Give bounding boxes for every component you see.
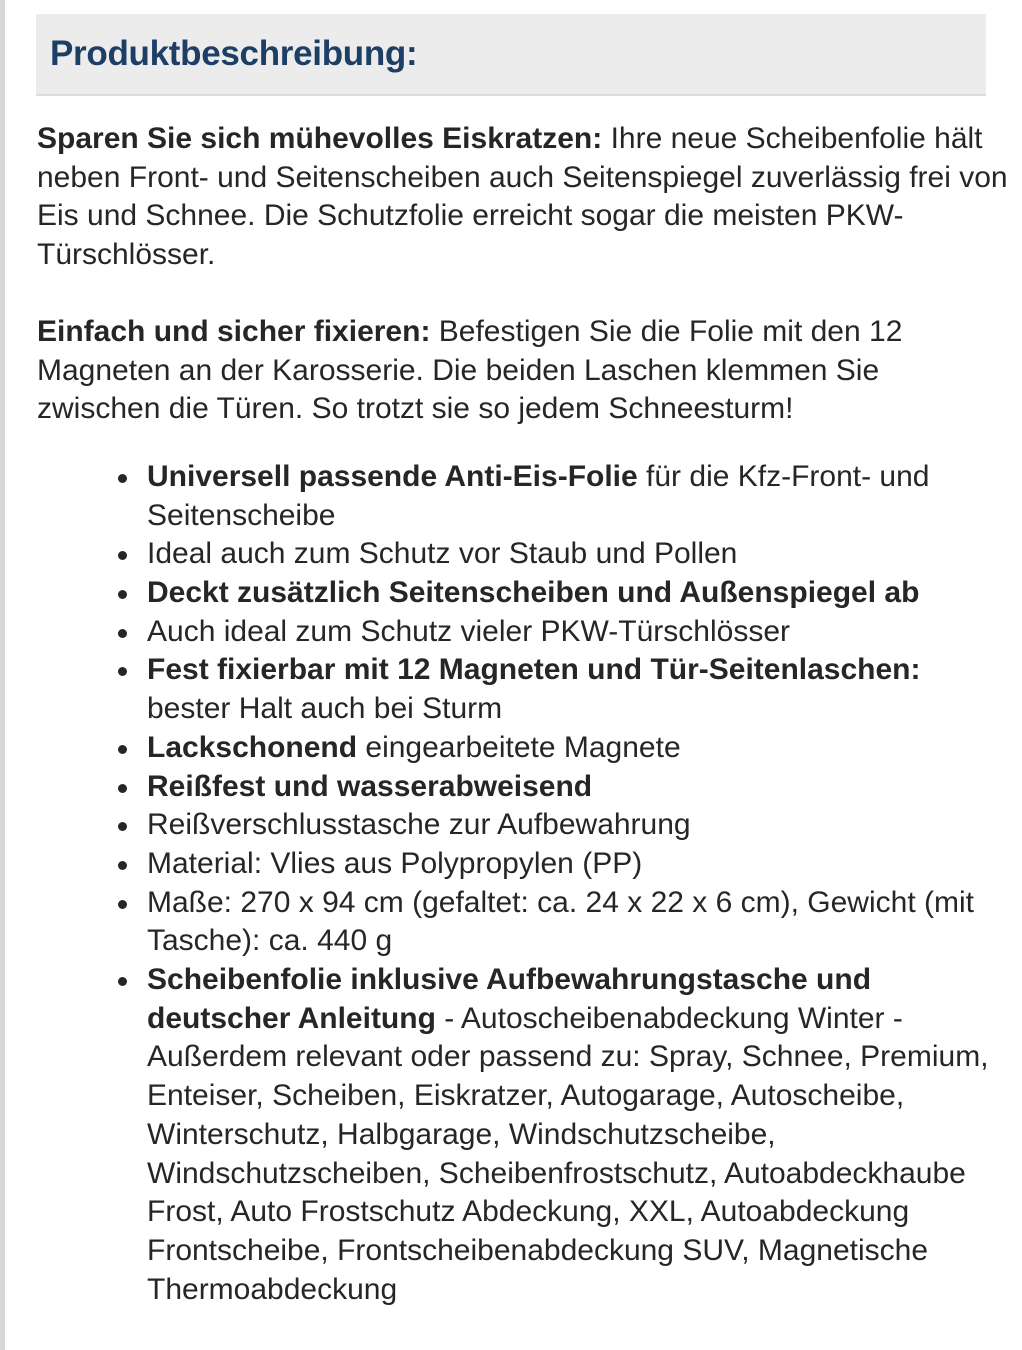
feature-bold: Deckt zusätzlich Seitenscheiben und Außenspiegel ab [147,576,920,610]
feature-text: - Autoscheibenabdeckung Winter - Außerdem relevant oder passend zu: Spray, Schnee, Premium, Enteiser, Scheiben, Eiskratzer, Autogarage, Autoscheibe, Winterschutz, Halbgarage, Windschutzscheibe, Windschutzscheiben, Scheibenfrostschutz, Autoabdeckhaube Frost, Auto Frostschutz Abdeckung, XXL, Autoabdeckung Frontscheibe, Frontscheibenabdeckung SUV, Magnetische Thermoabdeckung [147,1001,989,1306]
feature-bold: Lackschonend [147,730,358,764]
bullet-icon [118,977,127,986]
paragraph-text: Befestigen Sie die Folie mit den 12 Magneten an der Karosserie. Die beiden Laschen klemmen Sie zwischen die Türen. So trotzt sie so jedem Schneesturm! [37,314,903,426]
bullet-icon [118,474,127,483]
feature-item [147,806,1009,845]
feature-text: Reißverschlusstasche zur Aufbewahrung [147,808,691,842]
feature-item [147,651,1009,728]
feature-text: für die Kfz-Front- und Seitenscheibe [147,459,930,532]
feature-text: eingearbeitete Magnete [357,730,681,764]
bullet-icon [118,551,127,560]
bullet-icon [118,900,127,909]
bullet-icon [118,822,127,831]
bullet-icon [118,629,127,638]
bullet-icon [118,861,127,870]
feature-item [147,768,1009,807]
description-paragraph [37,313,1009,429]
description-paragraph [37,120,1009,275]
bullet-icon [118,590,127,599]
feature-item [147,845,1009,884]
feature-text: Ideal auch zum Schutz vor Staub und Pollen [147,537,738,571]
feature-bold: Scheibenfolie inklusive Aufbewahrungstasche und deutscher Anleitung [147,963,872,1035]
feature-item [147,884,1009,961]
feature-bold: Reißfest und wasserabweisend [147,769,593,803]
bullet-icon [118,745,127,754]
bullet-icon [118,667,127,676]
feature-bold: Fest fixierbar mit 12 Magneten und Tür-Seitenlaschen: [147,653,921,687]
feature-text: bester Halt auch bei Sturm [147,692,503,726]
section-header [36,14,986,96]
feature-item [147,574,1009,613]
product-description [37,120,1009,1309]
feature-item [147,729,1009,768]
feature-bold: Universell passende Anti-Eis-Folie [147,459,638,493]
paragraph-lead: Sparen Sie sich mühevolles Eiskratzen: [37,122,603,155]
feature-item [147,613,1009,652]
feature-item [147,535,1009,574]
feature-item [147,961,1009,1309]
feature-text: Material: Vlies aus Polypropylen (PP) [147,846,643,880]
feature-text: Auch ideal zum Schutz vieler PKW-Türschlösser [147,614,791,648]
paragraph-lead: Einfach und sicher fixieren: [37,314,431,348]
feature-list [37,458,1009,1309]
bullet-icon [118,784,127,793]
feature-text: Maße: 270 x 94 cm (gefaltet: ca. 24 x 22 x 6 cm), Gewicht (mit Tasche): ca. 440 g [147,885,974,958]
feature-item [147,458,1009,535]
section-title: Produktbeschreibung: [50,34,418,73]
paragraph-text: Ihre neue Scheibenfolie hält neben Front- und Seitenscheiben auch Seitenspiegel zuverlässig frei von Eis und Schnee. Die Schutzfolie erreicht sogar die meisten PKW-Türschlösser. [37,122,1008,272]
left-border [0,0,5,1350]
